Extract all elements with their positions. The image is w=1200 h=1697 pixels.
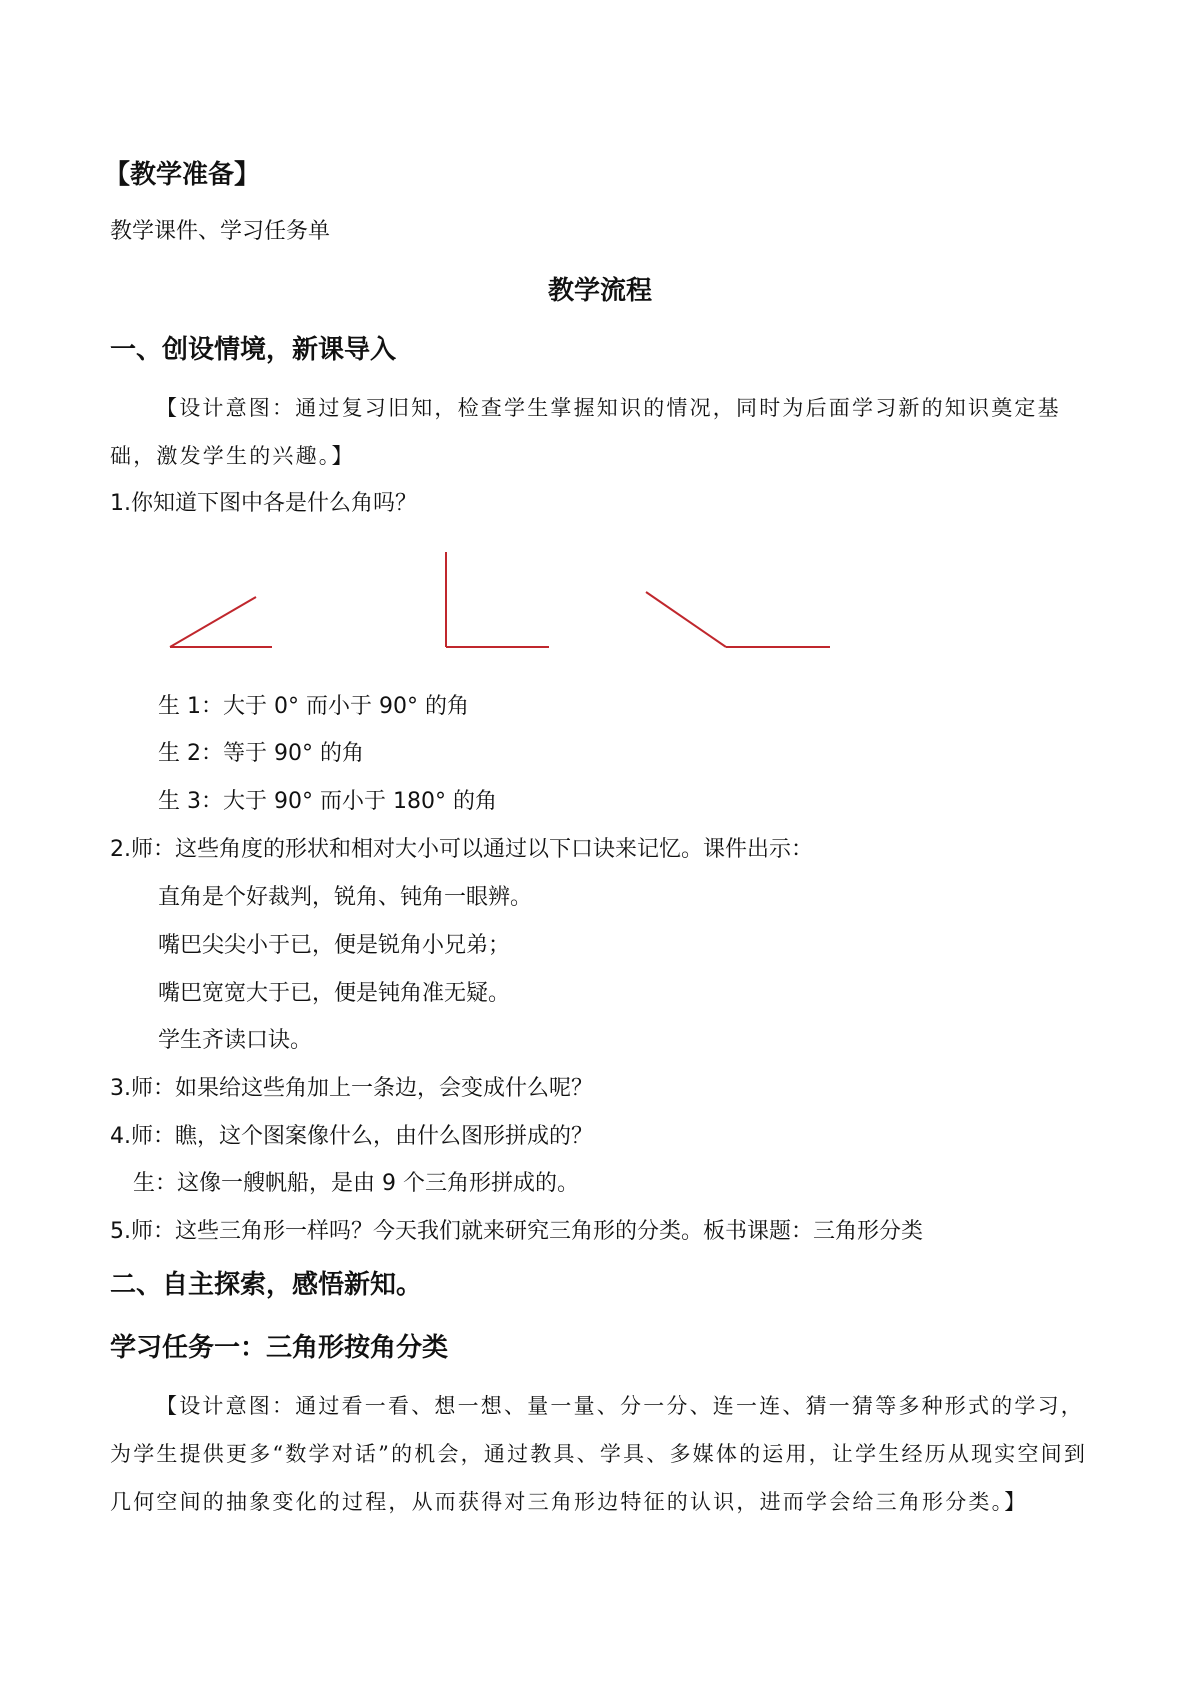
student-answer-1: 生 1：大于 0° 而小于 90° 的角	[158, 694, 469, 719]
angle-figures	[0, 540, 1200, 650]
question-2: 2.师：这些角度的形状和相对大小可以通过以下口诀来记忆。课件出示：	[110, 837, 813, 862]
rhyme-line-2: 嘴巴尖尖小于已，便是锐角小兄弟；	[158, 933, 511, 958]
section1-design-intent: 【设计意图：通过复习旧知，检查学生掌握知识的情况，同时为后面学习新的知识奠定基础，激发学生的兴趣。】	[110, 396, 1061, 468]
prep-content: 教学课件、学习任务单	[110, 219, 331, 244]
section2-design-intent: 【设计意图：通过看一看、想一想、量一量、分一分、连一连、猜一猜等多种形式的学习，为学生提供更多“数学对话”的机会，通过教具、学具、多媒体的运用，让学生经历从现实空间到几何空间的抽象变化的过程，从而获得对三角形边特征的认识，进而学会给三角形分类。】	[110, 1394, 1088, 1514]
acute-angle-figure	[170, 597, 272, 647]
student-answer-2: 生 2：等于 90° 的角	[158, 741, 364, 766]
obtuse-angle-figure	[646, 592, 830, 647]
section1-heading: 一、创设情境，新课导入	[110, 335, 397, 365]
question-1: 1.你知道下图中各是什么角吗？	[110, 491, 417, 516]
question-4-answer: 生：这像一艘帆船，是由 9 个三角形拼成的。	[133, 1171, 579, 1196]
flow-title: 教学流程	[547, 276, 652, 306]
prep-heading: 【教学准备】	[104, 160, 261, 190]
student-answer-3: 生 3：大于 90° 而小于 180° 的角	[158, 789, 497, 814]
right-angle-figure	[446, 552, 549, 647]
task1-heading: 学习任务一：三角形按角分类	[110, 1333, 449, 1363]
question-4: 4.师：瞧，这个图案像什么，由什么图形拼成的？	[110, 1124, 593, 1149]
rhyme-line-1: 直角是个好裁判，锐角、钝角一眼辨。	[158, 885, 533, 910]
section2-heading: 二、自主探索，感悟新知。	[110, 1270, 423, 1300]
rhyme-read-note: 学生齐读口诀。	[158, 1028, 313, 1053]
question-5: 5.师：这些三角形一样吗？今天我们就来研究三角形的分类。板书课题：三角形分类	[110, 1219, 923, 1244]
question-3: 3.师：如果给这些角加上一条边，会变成什么呢？	[110, 1076, 593, 1101]
rhyme-line-3: 嘴巴宽宽大于已，便是钝角准无疑。	[158, 981, 511, 1006]
